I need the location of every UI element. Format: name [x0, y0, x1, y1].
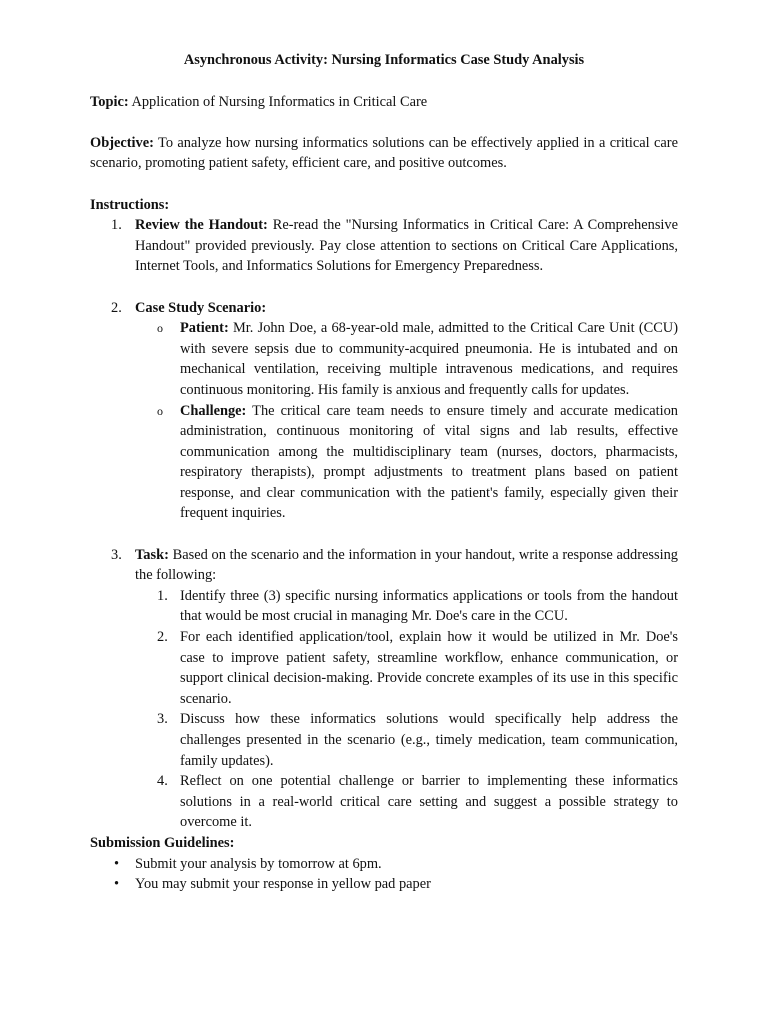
task-list	[135, 586, 678, 833]
list-item	[90, 298, 678, 525]
topic-text: Application of Nursing Informatics in Critical Care	[128, 93, 428, 110]
item-label: Challenge:	[180, 402, 247, 419]
objective-paragraph	[90, 133, 678, 174]
bullet-icon: •	[114, 855, 120, 872]
list-item	[90, 545, 678, 833]
document-page	[90, 50, 678, 895]
item-label: Review the Handout:	[135, 217, 268, 234]
list-number: 2.	[157, 629, 168, 646]
item-text: Mr. John Doe, a 68-year-old male, admitted to the Critical Care Unit (CCU) with severe sepsis due to community-acquired pneumonia. He is intubated and on mechanical ventilation, receiving multiple intravenous medications, and requires continuous monitoring. His family is anxious and frequently calls for updates.	[180, 320, 678, 398]
item-label: Case Study Scenario:	[135, 299, 267, 316]
list-item	[135, 586, 678, 627]
document-title: Asynchronous Activity: Nursing Informatics Case Study Analysis	[183, 52, 585, 68]
bullet-icon: •	[114, 876, 120, 893]
list-number: 3.	[157, 711, 168, 728]
circle-bullet-icon: o	[157, 321, 163, 336]
item-text: The critical care team needs to ensure timely and accurate medication administration, continuous monitoring of vital signs and lab results, effective communication among the multidisciplinary team (nurses, doctors, pharmacists, respiratory therapists), prompt adjustments to treatment plans based on patient response, and clear communication with the patient's family, especially given their frequent inquiries.	[180, 402, 678, 522]
submission-list	[90, 854, 678, 895]
objective-text: To analyze how nursing informatics solutions can be effectively applied in a critical care scenario, promoting patient safety, efficient care, and positive outcomes.	[90, 134, 678, 172]
scenario-list	[135, 318, 678, 524]
topic-label: Topic:	[90, 93, 129, 110]
item-label: Task:	[135, 546, 169, 563]
item-label: Patient:	[180, 320, 229, 337]
item-text: Based on the scenario and the information in your handout, write a response addressing the following:	[135, 546, 678, 584]
item-text: Discuss how these informatics solutions would specifically help address the challenges presented in the scenario (e.g., timely medication, team communication, family updates).	[180, 711, 678, 769]
list-item	[90, 854, 678, 875]
topic-line	[90, 92, 678, 113]
submission-heading: Submission Guidelines:	[90, 834, 235, 851]
item-text: You may submit your response in yellow pad paper	[135, 876, 431, 893]
item-text: For each identified application/tool, explain how it would be utilized in Mr. Doe's case to improve patient safety, streamline workflow, enhance communication, or support clinical decision-making. Provide concrete examples of its use in this specific scenario.	[180, 629, 678, 707]
item-text: Re-read the "Nursing Informatics in Critical Care: A Comprehensive Handout" provided previously. Pay close attention to sections on Critical Care Applications, Internet Tools, and Informatics Solutions for Emergency Preparedness.	[135, 217, 679, 275]
circle-bullet-icon: o	[157, 403, 163, 418]
item-text: Reflect on one potential challenge or barrier to implementing these informatics solutions in a real-world critical care setting and suggest a possible strategy to overcome it.	[180, 773, 678, 831]
list-number: 2.	[111, 299, 122, 316]
list-item	[135, 627, 678, 709]
list-item	[135, 709, 678, 771]
objective-label: Objective:	[90, 134, 154, 151]
item-text: Identify three (3) specific nursing informatics applications or tools from the handout that would be most crucial in managing Mr. Doe's care in the CCU.	[180, 587, 678, 625]
instructions-list-continued	[90, 298, 678, 525]
instructions-list-task	[90, 545, 678, 833]
list-item	[90, 874, 678, 895]
list-number: 1.	[111, 217, 122, 234]
list-item	[135, 401, 678, 525]
list-item	[135, 318, 678, 400]
list-item	[90, 215, 678, 277]
list-item	[135, 771, 678, 833]
instructions-list	[90, 215, 678, 277]
instructions-heading: Instructions:	[90, 196, 170, 213]
list-number: 4.	[157, 773, 168, 790]
list-number: 3.	[111, 546, 122, 563]
item-text: Submit your analysis by tomorrow at 6pm.	[135, 855, 382, 872]
list-number: 1.	[157, 587, 168, 604]
